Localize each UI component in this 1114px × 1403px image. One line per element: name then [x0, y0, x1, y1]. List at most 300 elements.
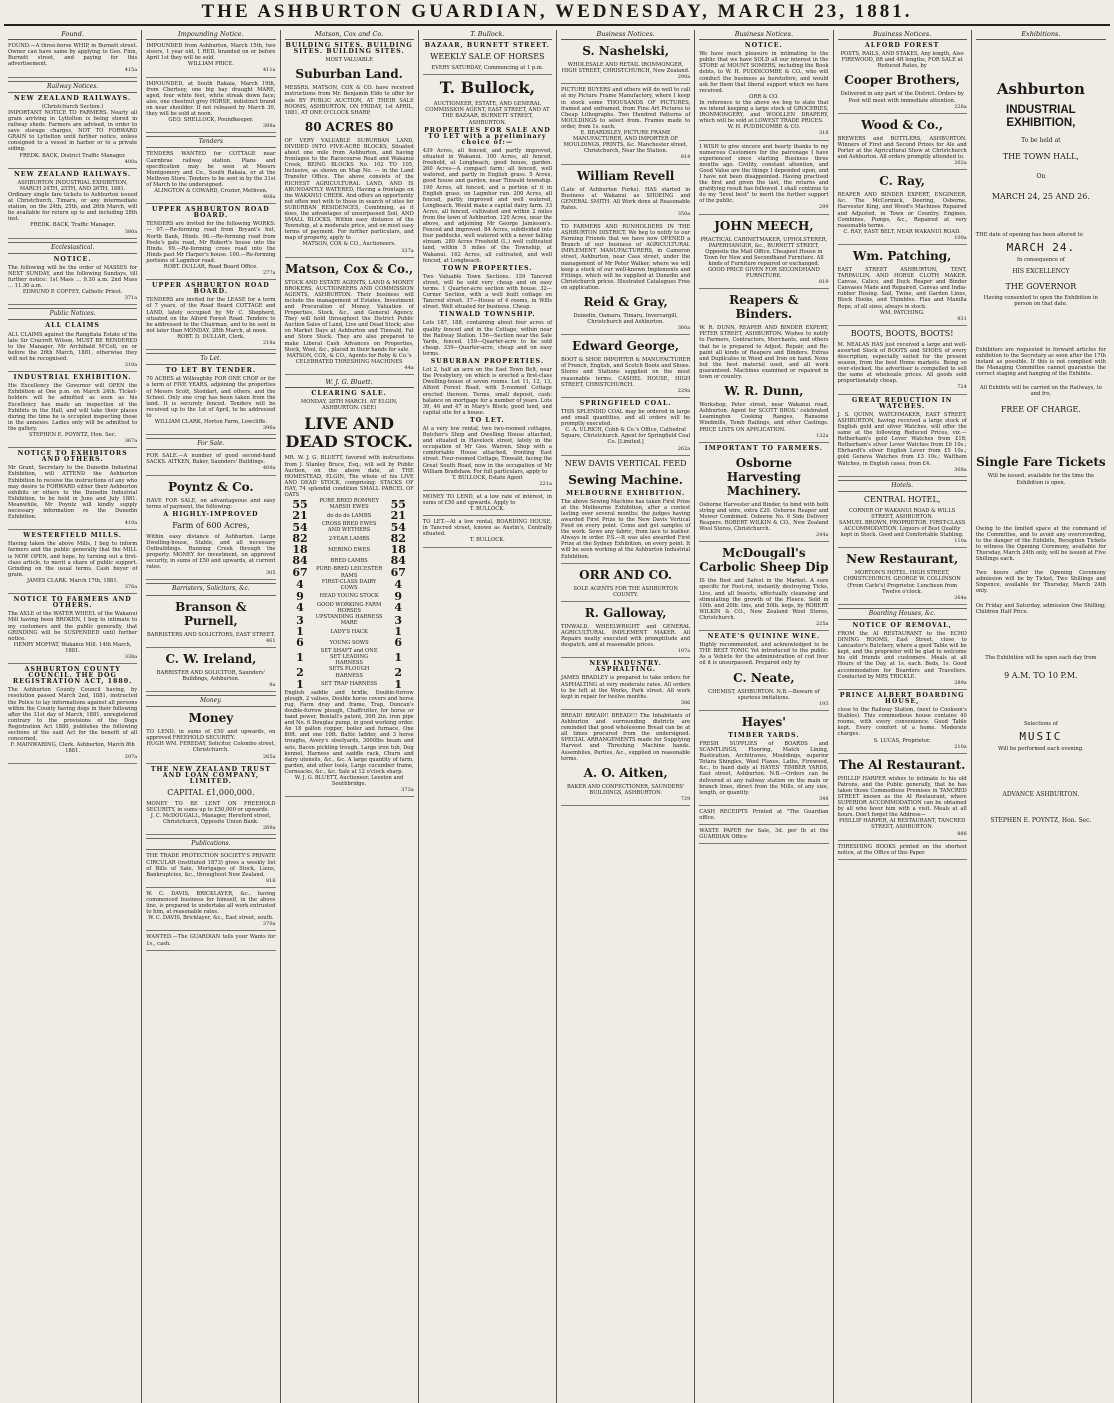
advert-title: Branson & Purnell,: [175, 599, 247, 628]
advert-text: ALL CLAIMS against the Rangitata Estate of the late Sir Cracroft Wilson, MUST BE RENDERED to the Manager, Mr Archibald M'Coll, on or before the 26th March, 1881, otherwise they will not be recognised.: [8, 331, 138, 362]
advert-title: Osborne Harvesting Machinery.: [726, 455, 801, 498]
advert-signature: T. BULLOCK.: [469, 537, 505, 544]
advert-signature: F. MAINWARING, Clerk. Ashburton, March 8th 1881.: [10, 742, 135, 755]
advert-signature: FREDK. BACK, Traffic Manager.: [30, 222, 116, 229]
advert-heading: NOTICE.: [744, 42, 783, 50]
advert: [146, 81, 275, 134]
advert: [561, 339, 690, 398]
advert-text: PHILLIP HARPER wishes to intimate to his old Patrons, and the Public generally, that he has taken those Commodious Premises in TANCRED STREET known as the AI Restaurant, where SUPERIOR ACCOMMODATION can be obtained by all who favor him with a visit. Meals at all hours. Don't forget the Address—: [837, 775, 967, 819]
advert: [561, 169, 690, 221]
advert-signature: MATSON, COX & CO., Auctioneers.: [302, 241, 396, 248]
advert-subtitle: NEW DAVIS VERTICAL FEED: [564, 458, 687, 468]
advert-text: BARRISTER AND SOLICITOR, Saunders' Buildings, Ashburton.: [156, 669, 266, 682]
masthead: THE ASHBURTON GUARDIAN, WEDNESDAY, MARCH 23, 1881.: [4, 0, 1110, 26]
advert-ref: 411a: [262, 67, 276, 74]
advert-subtitle: WEEKLY SALE OF HORSES: [430, 52, 545, 62]
advert-title: Hayes': [741, 714, 786, 729]
advert-text: STOCK AND ESTATE AGENTS, LAND & MONEY BROKERS, AUCTIONEERS AND COMMISSION AGENTS, ASHBURTON. Their business will include the management of Estates, Investment and Procuration of Money, Valuation of Properties, Stock, &c., and General Agency. They will hold throughout the District Public Auction Sales of Land, Live and Dead Stock; also on Market Days at Ashburton and Tinwald, Fat and Store Stock. They are also prepared to make Liberal Cash Advances on Properties, Stock, Wool, &c., placed in their hands for sale.: [284, 279, 414, 353]
advert-signature: PHILLIP HARPER, AI RESTAURANT, TANCRED STREET, ASHBURTON.: [839, 818, 966, 831]
column-4: [419, 30, 557, 1403]
advert-text: BREAD! BREAD!! BREAD!!! The Inhabitants of Ashburton and surrounding districts are reminded that good wholesome Bread can be at all times procured from the undersigned. SPECIAL ARRANGEMENTS made for Supplying Harvest and Threshing Machine hands. Assemblies, Parties, &c., supplied on reasonable terms.: [561, 712, 691, 762]
exhibition-governor: THE GOVERNOR: [1005, 281, 1077, 291]
advert-text: THE TRADE PROTECTION SOCIETY'S PRIVATE CIRCULAR (instituted 1873) gives a weekly list of Bills of Sale, Mortgages of Stock, Liens, Bankruptcies, &c., throughout New Zealand.: [146, 853, 276, 878]
advert-heading: WESTERFIELD MILLS.: [23, 532, 122, 540]
advert-signature: J. C. McDOUGALL, Manager, Hereford street, Christchurch, Opposite Union Bank.: [150, 813, 272, 826]
advert-ref: 100a: [954, 234, 967, 241]
advert-text: AUCTIONEER, ESTATE, AND GENERAL COMMISSION AGENT, EAST STREET, AND AT THE BAZAAR, BURNETT STREET, ASHBURTON.: [425, 101, 550, 126]
advert-text: Having taken the above Mills, I beg to inform farmers and the public generally that the MILL is NOW OPEN, and hope, by turning out a first-class article, to merit a share of public support. Grinding on the usual terms. Cash buyer of grain.: [8, 541, 138, 578]
advert-text: SOLE AGENTS FOR THE ASHBURTON COUNTY.: [573, 585, 678, 598]
stock-count-right: 84: [390, 554, 406, 568]
advert-text: Mr Grant, Secretary to the Dunedin Industrial Exhibition, will ATTEND the Ashburton Exhibition to receive the instructions of any who may desire to FORWARD either their Ashburton exhibits or others to the Dunedin Industrial Exhibition, to be held in June and July 1881. Meanwhile, Mr Poyntz will kindly supply necessary information re the Dunedin Exhibition.: [8, 465, 138, 521]
advert-title: C. W. Ireland,: [165, 651, 257, 666]
exhibition-text: Owing to the limited space at the command of the Committee, and to avoid any overcrowding, to the danger of the Exhibits, Reception Tickets to witness the Opening Ceremony, available for Thursday, March 24th only, will be issued at Five Shillings each.: [975, 525, 1106, 563]
stock-row: [285, 637, 414, 648]
advert: [146, 600, 275, 648]
stock-row: [285, 555, 414, 566]
advert: [146, 891, 275, 932]
advert: [561, 713, 690, 806]
advert-ref: 44a: [404, 364, 414, 371]
advert-title: C. Neate,: [733, 670, 795, 685]
advert-highlight: 80 ACRES 80: [304, 119, 394, 134]
advert-subtitle: MOST VALUABLE: [325, 57, 373, 64]
advert-text: In reference to the above we beg to state that we intend keeping a large stock of GROCERIES, IRONMONGERY, and WOOLLEN DRAPERY, which will be sold at LOWEST TRADE PRICES.: [699, 99, 829, 125]
advert-text: REAPER AND BINDER EXPERT, ENGINEER, &c. The McCormick, Deering, Osborne, Harvester King, and Wood's Machines Repaired and Adjusted, in Town or Country. Engines, Combines, Pumps, &c., Repaired at very reasonable terms.: [837, 192, 967, 229]
column-head: T. Bullock.: [423, 30, 552, 40]
advert-title: Matson, Cox & Co.,: [285, 261, 414, 276]
advert-heading: ALFORD FOREST: [864, 42, 940, 50]
column-2: [142, 30, 280, 1403]
exhibition-subtitle: INDUSTRIAL EXHIBITION,: [1006, 104, 1076, 130]
advert-text: Delivered in any part of the District. Orders by Post will meet with immediate attention.: [840, 91, 964, 104]
column-1: [4, 30, 142, 1403]
stock-row: [285, 602, 414, 614]
advert: [561, 606, 690, 658]
advert-ref: 410a: [124, 520, 138, 527]
section-title: Ecclesiastical.: [8, 242, 137, 254]
advert-signature: Workshop, Peter street, near Wakanui road, Ashburton. Agent for SCOTT BROS.' celebrated Leamington Cooking Ranges, Ransome Windmills, Tomb Railings, and other Castings. PRICE LISTS ON APPLICATION.: [699, 402, 829, 433]
stock-count-left: 21: [292, 509, 308, 523]
advert-signature: ROBT. D. DULLAR, Clerk.: [177, 333, 245, 340]
stock-label: SETS PLOUGH HARNESS: [329, 666, 370, 679]
advert-signature: MATSON, COX, & CO., Agents for Roby & Co.'s CELEBRATED THRESHING MACHINES: [286, 352, 412, 365]
advert-text: TINWALD, WHEELWRIGHT and GENERAL AGRICULTURAL IMPLEMENT MAKER. All Repairs neatly executed with promptitude and despatch, and at reasonable prices.: [561, 623, 691, 649]
stock-count-left: 4: [296, 601, 304, 615]
stock-row: [285, 566, 414, 578]
advert-text: At a very low rental, two two-roomed cottages, Butcher's Shop and Dwelling House attached, and situated in Havelock street, lately in the occupation of Mr Geo. Warren. Shop with a comfortable House attached, fronting East street. Four-roomed Cottage, Tinwald, facing the Great South Road, now in the occupation of Mr William Bradshaw. For full particulars, apply to: [422, 425, 552, 475]
stock-label: CROSS BRED EWES AND WETHERS: [321, 521, 377, 534]
advert-signature: JAMES CLARK. March 17th, 1881.: [26, 577, 119, 584]
advert: [838, 43, 967, 114]
advert-subtitle: Farm of 600 Acres,: [172, 520, 250, 530]
advert: [699, 446, 828, 543]
advert: [561, 87, 690, 164]
advert-text: EVERY SATURDAY, Commencing at 1 p.m.: [431, 65, 544, 72]
advert: [8, 257, 137, 306]
advert-text: WANTED.—The GUARDIAN tells your Wants for 1s., cash.: [146, 934, 276, 947]
advert-ref: 370a: [262, 921, 276, 928]
advert-ref: 371a: [124, 295, 138, 302]
advert-signature: HUGH WM. FEREDAY, Solicitor, Colombo street, Christchurch.: [146, 741, 276, 754]
advert-text: BARRISTERS AND SOLICITORS, EAST STREET.: [146, 631, 275, 638]
advert-text: PRACTICAL CABINETMAKER, UPHOLSTERER, PAPERHANGER, &c., BURNETT STREET, Opposite the Mail Office. Cheapest House in Town for New and Secondhand Furniture. All kinds of Furniture repaired or exchanged. GOOD PRICE GIVEN FOR SECONDHAND FURNITURE.: [700, 236, 828, 280]
exhibition-text: All Exhibits will be carried on the Railways, to and fro,: [979, 385, 1102, 398]
advert-text: I WISH to give sincere and hearty thanks to my numerous Customers for the patronage I have experienced since starting Business three months ago. Civility, constant attention, and Good Value are the things I depended upon, and I have not been disappointed. Having practised the first and given the last, the returns and gratifying result has followed. I shall continue to do my "level best" to merit the further support of the public.: [699, 143, 829, 205]
advert: [561, 224, 690, 335]
stock-row: [285, 648, 414, 666]
stock-count-right: 67: [390, 566, 406, 580]
advert-text: OF VERY VALUABLE SUBURBAN LAND, DIVIDED INTO FIVE-ACRE BLOCKS, Situated about one mile from Ashburton, and having frontages to the Racecourse Road and Wakanui Creek, BEING BLOCKS No. 102 TO 105, Inclusive, as shown on Map No. — in the Land Transfer Office. The above consists of the RICHEST AGRICULTURAL LAND, AND IS ABUNDANTLY WATERED, Having a frontage on the WAKANUI CREEK. And offers an opportunity not often met with to those in search of sites for SUBURBAN RESIDENCES, Combining, as it does, the advantages of unsurpassed Soil, AND SMALL BLOCKS, Within easy distance of the Township, at a moderate price, and on most easy terms of payment. For further particulars, and map of property, apply to: [284, 137, 414, 242]
advert-text: TO LEND, in sums of £50 and upwards, on approved FREEHOLD SECURITY.: [146, 729, 276, 742]
advert-heading: NEATE'S QUININE WINE.: [707, 633, 821, 641]
advert-title: T. Bullock,: [439, 78, 536, 98]
stock-row: [285, 591, 414, 602]
stock-count-right: 55: [390, 497, 406, 511]
advert-text: J. S. QUINN, WATCHMAKER, EAST STREET, ASHBURTON, having received a large stock of English gold and silver Watches, will offer the same at the following Reduced Prices, viz.—Rotherham's gold Lever Watches from £18; Rotherham's silver Lever Watches from £6 10s.; Ehrhardt's silver English Lever from £5 10s.; gold Geneva Watches from £3 10s.; Waltham Watches, in English cases, from £4.: [837, 411, 967, 467]
advert-text: W. R. DUNN, REAPER AND BINDER EXPERT, PETER STREET, ASHBURTON. Wishes to notify to Farmers, Contractors, Merchants, and others that he is prepared to Adjust, Repair, and Re-paint all kinds of Reapers and Binders. Extras and Duplicates in Wood and Iron on hand. None but the best material used, and all work guaranteed. Machines examined or repaired in town or country.: [699, 325, 829, 381]
advert-ref: 373a: [401, 787, 414, 794]
stock-count-right: 1: [394, 677, 403, 691]
advert-heading: GREAT REDUCTION IN WATCHES.: [851, 396, 953, 410]
advert-text: POSTS, RAILS, AND STAKES, Any length, Also FIREWOOD, 8ft and 4ft lengths, FOR SALE at Reduced Rates, by: [840, 51, 964, 70]
stock-row: [285, 510, 414, 521]
advert: [838, 398, 967, 477]
stock-count-right: 54: [390, 520, 406, 534]
advert-ref: 338a: [124, 653, 138, 660]
advert-heading: THE NEW ZEALAND TRUST AND LOAN COMPANY, LIMITED.: [150, 765, 271, 785]
advert-text: His Excellency the Governor will OPEN the Exhibition at One p.m. on March 24th. Ticket-holders will be admitted as soon as his Excellency has made an inspection of the Exhibits in the Hall, and will take their places during the time he is occupied inspecting those in the annexes. Ladies only will be admitted to the gallery.: [8, 383, 138, 432]
advert-ref: 376a: [124, 584, 138, 591]
advert-title: Cooper Brothers,: [844, 73, 960, 88]
advert-text: 70 ACRES at Willoughby FOR ONE CROP or for a term of FIVE YEARS, adjoining the properties of Messrs Scott, Stoddart, and others, and the School. Only one crop has been taken from the land. It is securely fenced. Tenders will be received up to the 1st of April, to be addressed to: [146, 376, 276, 419]
section-title: Money.: [146, 695, 275, 707]
advert-title: Wood & Co.,: [861, 117, 944, 132]
advert-heading: NOTICE TO FARMERS AND OTHERS.: [13, 596, 132, 610]
advert-heading: MELBOURNE EXHIBITION.: [566, 489, 686, 497]
advert: [838, 249, 967, 326]
exhibition-text: To be held at: [1021, 137, 1061, 145]
column-5: [557, 30, 695, 1403]
exhibition-motto: ADVANCE ASHBURTON.: [1002, 791, 1080, 798]
advert: [561, 568, 690, 602]
advert: [423, 79, 552, 491]
advert-text: CORNER OF WAKANUI ROAD & WILLS STREET, ASHBURTON.: [849, 507, 956, 520]
column-head: Found.: [8, 30, 137, 40]
advert-text: FROM the AI RESTAURANT to the ECHO DINING ROOMS, East Street, close to Lancaster's Butchery, where a good Table will be kept, and the proprietor will be glad to welcome his old friends and customers. Meals at all Hours of the Day, at 1s. each. Beds, 1s. Good accommodation for Boarders and Travellers. Conducted by MRS TRICKLE.: [837, 631, 967, 680]
stock-label: MERINO EWES: [328, 546, 371, 553]
advert-text: FRESH SUPPLIES of BOARDS and SCANTLINGS, Flooring, Match Lining, Rustication, Architraves, Mouldings, superior Totara Shingles, Wool Flaxes, Laths, Firewood, &c., to hand daily at HAYES' TIMBER YARDS, East street, Ashburton. N.B.—Orders can be delivered at any railway station on the main or branch lines, direct from the Mills, of any size, length, or quantity.: [699, 740, 829, 796]
advert: [838, 623, 967, 690]
advert-title: Wm. Patching,: [852, 248, 952, 263]
advert-ref: 886: [957, 830, 967, 837]
advert-text: PICTURE BUYERS and others will do well to call at my Picture Frame Manufactory, where I keep in stock some THOUSANDS OF PICTURES, framed and unframed, from Fine Art Pictures to Cheap Lithographs. Two Hundred Patterns of MOULDINGS to select from. Frames made to order, from 1s. each.: [561, 87, 691, 130]
column-subhead: W. J. G. Bluett.: [285, 378, 414, 388]
stock-count-left: 4: [296, 578, 304, 592]
advert: [423, 43, 552, 75]
advert-signature: BAKER AND CONFECTIONER, SAUNDERS' BUILDINGS, ASHBURTON.: [566, 783, 685, 796]
exhibition-text: On Friday and Saturday, admission One Shilling; Children Half Price.: [975, 602, 1106, 615]
advert-ref: 221a: [539, 480, 552, 487]
advert-text: FOR SALE.—A number of good second-hand SACKS. AITKEN, Baker, Saunders' Buildings.: [146, 453, 276, 466]
advert: [699, 219, 828, 290]
advert-heading: UPPER ASHBURTON ROAD BOARD.: [152, 206, 270, 220]
advert-title: LIVE AND DEAD STOCK.: [285, 414, 413, 452]
advert-ref: 265a: [262, 753, 276, 760]
stock-label: SET SHAFT and ONE SET LEADING HARNESS: [320, 648, 378, 667]
advert-text: Within easy distance of Ashburton. Large Dwelling-house, Stable, and all necessary Outbuildings. Running Creek through the property. MONEY for investment, on approved security, in sums of £50 and upwards, at current rates.: [146, 533, 276, 571]
advert: [699, 144, 828, 215]
advert-text: Lots 187, 188, containing about four acres of quality fenced and in the Cottage, within near the Railway Station. 156—Section near the Sale Yards, fenced. 159—Quarter-acre to be sold cheap. 339—Quarter-acre, cheap and on easy terms.: [422, 320, 552, 357]
advert: [146, 934, 275, 950]
advert-heading: ASHBURTON COUNTY COUNCIL. THE DOG REGISTRATION ACT, 1880.: [12, 666, 133, 686]
advert-heading: ALL CLAIMS: [45, 322, 100, 330]
advert-text: Two Valuable Town Sections. 159 Tancred street, will be sold very cheap and on easy terms. 1 Quarter-acre section with house. 32—Corner Section, with a well built cottage on Tancred street. 37—House of 4 rooms, in Wills street. Well situated for business. Cheap.: [422, 273, 552, 311]
advert-ref: 816: [265, 877, 276, 884]
advert-signature: C. RAY, EAST BELT, NEAR WAKANUI ROAD.: [843, 228, 961, 235]
advert-text: (Late of Ashburton Forks). HAS started in Business at Wakanui as SHOEING and GENERAL SMITH. All Work done at Reasonable Rates.: [561, 186, 691, 211]
stock-count-left: 84: [292, 554, 308, 568]
advert: [8, 375, 137, 448]
advert-text: W. C. DAVIS, BRICKLAYER, &c., having commenced business for himself, in the above line, is prepared to undertake all work entrusted to him, at reasonable rates.: [146, 890, 276, 916]
advert-text: The AXLE of the WATER WHEEL of the Wakanui Mill having been BROKEN, I beg to intimate to my customers and the public generally, that GRINDING will be SUSPENDED until further notice.: [8, 611, 138, 642]
advert-title: Reapers & Binders.: [729, 293, 799, 322]
stock-count-right: 2: [394, 666, 403, 680]
advert-text: 439 Acres, all fenced, and partly improved, situated in Wakanui. 100 Acres, all fenced, freehold, at Longbeach, good house, garden. 260 Acres—A compact farm; all fenced, well watered, and partly in English grass. 5 Acres, good house and garden, near Tinwald township. 190 Acres, all fenced, and a portion of it in English grass, on Lagmhor run. 200 Acres, all fenced, partly improved and well watered, Longbeach. Would make a capital dairy farm. 33 Acres, all fenced, cultivated and within 2 miles from the town of Ashburton. 120 Acres, near the above, and adjoining Mr George Jamieson's. Fenced and improved. 84 Acres, subdivided into four paddocks, well watered with a never failing stream. 289 Acres Freehold (L.) well cultivated land, within 5 miles of the Township, at Wakanui. 162 Acres, all cultivated, and well fenced, at Longbeach.: [422, 147, 552, 264]
exhibition-text: HIS EXCELLENCY: [1012, 268, 1070, 276]
exhibition-text: THE date of opening has been altered to: [975, 232, 1083, 239]
advert: [423, 494, 552, 516]
advert-title: Poyntz & Co.: [168, 479, 254, 494]
section-title: Publications.: [146, 838, 275, 850]
advert-heading: NOTICE TO EXHIBITORS AND OTHERS.: [17, 450, 128, 464]
advert-title: William Revell: [576, 168, 675, 183]
stock-label: HEAD YOUNG STOCK: [319, 593, 379, 600]
advert-text: BREWERS and BOTTLERS, ASHBURTON. Winners of First and Second Prizes for Ale and Porter at the Agricultural Show at Christchurch and Ashburton. All orders promptly attended to.: [837, 135, 967, 161]
advert-heading: NOTICE OF REMOVAL,: [852, 621, 952, 629]
advert-title: R. Galloway,: [584, 605, 667, 620]
advert: [146, 207, 275, 280]
advert-title: The Al Restaurant.: [838, 757, 966, 772]
advert-text: close to the Railway Station, (next to Cookson's Stables). This commodious house contains 40 rooms, with every convenience. Good Table kept. Every comfort of a home. Moderate charges.: [837, 707, 967, 738]
advert: [838, 174, 967, 245]
advert: [699, 634, 828, 711]
advert-text: TENDERS are invited for the LEASE for a term of 7 years, of the Road Board COTTAGE and LAND, lately occupied by Mr C. Shepherd, situated on the Alford Forest Road. Tenders to be addressed to the Chairman, and to be sent in not later than MONDAY, 28th March, at noon.: [146, 297, 276, 334]
advert-ref: 277a: [262, 270, 276, 277]
column-head: Business Notices.: [561, 30, 690, 40]
stock-count-left: 54: [292, 520, 308, 534]
advert: [699, 809, 828, 825]
stock-count-left: 6: [296, 636, 304, 650]
columns: [4, 30, 1110, 1403]
advert-ref: 218a: [262, 340, 276, 347]
stock-label: LADY'S HACK: [330, 628, 368, 635]
advert: [285, 262, 414, 375]
section-title: Boarding Houses, &c.: [838, 608, 967, 620]
exhibition-text: On: [1036, 173, 1046, 181]
advert-ref: 360a: [677, 325, 691, 332]
advert-subheading: ASHBURTON INDUSTRIAL EXHIBITION, MARCH 24TH, 25TH, AND 26TH, 1881.: [17, 179, 128, 192]
advert: [699, 293, 828, 442]
stock-count-right: 82: [390, 532, 406, 546]
stock-count-left: 2: [296, 666, 304, 680]
exhibition-music: MUSIC: [1019, 729, 1063, 743]
advert-ref: 386: [680, 699, 691, 706]
stock-label: PURE-BRED LEICESTER RAMS: [315, 566, 383, 579]
advert-signature: WILLIAM PRICE.: [187, 61, 234, 68]
advert-signature: ORR & CO.: [749, 93, 779, 100]
exhibition-text: Will be performed each evening.: [998, 745, 1084, 752]
stock-label: GOOD WORKING FARM HORSES: [316, 601, 382, 614]
advert-title: C. Ray,: [879, 174, 925, 189]
section-title: Barristers, Solicitors, &c.: [146, 583, 275, 595]
column-8: [972, 30, 1110, 1403]
advert-signature: SAMUEL BROWN, PROPRIETOR. FIRST-CLASS ACCOMMODATION. Liquors of Best Quality kept in Stock. Good and Comfortable Stabling.: [838, 519, 966, 539]
advert: [699, 546, 828, 631]
advert-title: Edward George,: [572, 339, 680, 354]
advert-ref: 408a: [262, 194, 276, 201]
advert-heading: NEW ZEALAND RAILWAYS.: [14, 94, 132, 102]
advert-ref: 724: [957, 384, 967, 391]
column-head: Matson, Cox and Co.: [285, 30, 414, 40]
advert-title: JOHN MEECH,: [714, 218, 814, 233]
advert-ref: 398a: [262, 123, 276, 130]
advert: [8, 96, 137, 169]
exhibition-tickets: Single Fare Tickets: [976, 455, 1106, 470]
advert-text: MONEY TO BE LENT ON FREEHOLD SECURITY, in sums up to £50,000 or upwards.: [146, 800, 276, 813]
column-head: Impounding Notice.: [146, 30, 275, 40]
advert-text: The above Sewing Machine has taken First Prize at the Melbourne Exhibition, after a contest lasting over several months; the judges having awarded First Prize to the New Davis Vertical Feed on every point. Come and get samples of the work. Sews any fabric, from lace to leather. Always in order. P.S.—It was also awarded First Prize at the Sydney Exhibition, on every point. It will be seen working at the Ashburton Industrial Exhibition.: [561, 498, 691, 560]
advert: [838, 758, 967, 841]
advert-signature: ALINGTON & COWARD, Crozier, Methven.: [154, 187, 268, 194]
column-6: [695, 30, 833, 1403]
stock-row: [285, 679, 414, 690]
exhibition-text: In consequence of: [1016, 257, 1065, 264]
section-title: For Sale.: [146, 438, 275, 450]
advert-title: S. Nashelski,: [582, 44, 670, 59]
advert-heading: TINWALD TOWNSHIP.: [439, 311, 536, 319]
stock-count-right: 9: [394, 589, 403, 603]
advert-text: WHOLESALE AND RETAIL IRONMONGER, HIGH STREET, CHRISTCHURCH, New Zealand.: [561, 62, 690, 75]
exhibition-title: Ashburton: [996, 80, 1085, 99]
stock-count-right: 21: [390, 509, 406, 523]
advert: [146, 480, 275, 581]
advert-ref: 308a: [954, 466, 967, 473]
column-head: Business Notices.: [838, 30, 967, 40]
advert-ref: 244a: [815, 532, 829, 539]
advert-ref: 225a: [815, 621, 829, 627]
advert-signature: C. A. ULRICH, Cobb & Co.'s Office, Cathedral Square, Christchurch. Agent for Springfield Coal Co. [Limited.]: [561, 427, 691, 446]
column-3: [281, 30, 419, 1403]
advert: [8, 667, 137, 764]
exhibition-text: The Exhibition will be open each day from: [985, 654, 1097, 661]
advert-heading: TOWN PROPERTIES.: [442, 264, 533, 272]
advert-text: MORTON'S HOTEL. HIGH STREET, CHRISTCHURCH. GEORGE W. COLLINSON (From Carle's) Proprietor. Luncheon from Twelve o'clock.: [843, 570, 961, 595]
advert-text: Ordinary single fare tickets to Ashburton issued at Christchurch, Timaru, or any intermediate station, on the 24th, 25th, and 26th March, will be available for return up to and including 28th inst.: [8, 191, 138, 223]
advert-title: Money: [188, 711, 234, 726]
stock-count-left: 55: [292, 497, 308, 511]
advert: [838, 552, 967, 604]
advert-signature: WM. PATCHING.: [879, 309, 925, 316]
advert-signature: T. BULLOCK, Estate Agent: [452, 474, 523, 481]
stock-label: SET TRAP HARNESS: [321, 681, 378, 688]
advert-text: EAST STREET ASHBURTON, TENT, TARPAULIN, AND HORSE CLOTH MAKER. Canvas, Calico, and Duck Reaper and Binder Canvases Made and Repaired. Canvas and India-rubber Hosing. Sail, Twine, and Garden Lines, Block Hooks, and Thimbles. Flax and Manilla Rope, of all sizes, always in stock.: [837, 266, 967, 310]
stock-count-right: 4: [394, 601, 403, 615]
advert-text: TENDERS WANTED for COTTAGE near Cairnbrae railway station. Plans and specification may be seen at Messrs Montgomery and Co., South Rakaia, or at the Methven Store. Tenders to be sent in by the 31st of March to the undersigned.: [146, 151, 276, 188]
advert-text: M. NEALAS HAS just received a large and well-assorted Stock of BOOTS and SHOES of every description, especially suited for the present season, from the best Home markets. Being so over-stocked, the advertiser is compelled to sell the same at wholesale prices. All goods sold proportionately cheap.: [837, 341, 967, 385]
advert-text: IMPOUNDED from Ashburton, March 15th, two steers, 1 year old, 1 RED, branded on or before April 1st they will be sold.: [146, 43, 276, 62]
advert: [423, 519, 552, 547]
stock-count-left: 9: [296, 589, 304, 603]
advert: [8, 533, 137, 594]
advert-ref: 350a: [677, 210, 691, 217]
advert: [838, 329, 967, 395]
exhibition-text: Having consented to open the Exhibition in person on that date.: [983, 294, 1098, 307]
stock-count-left: 1: [296, 625, 304, 639]
advert-ref: 396a: [262, 425, 276, 432]
advert: [146, 853, 275, 887]
stock-count-left: 1: [296, 650, 304, 664]
advert-ref: 193: [818, 700, 829, 707]
advert-text: The following will be the order of MASSES for NEXT SUNDAY, and the following Sundays, till further notice: 1st Mass ... 9.30 a.m. 2nd Mass ... 11.30 a.m.: [8, 264, 138, 290]
advert-heading: NOTICE.: [53, 255, 92, 263]
advert-signature: HENRY MOFFAT, Wakanui Mill. 14th March, 1881.: [13, 641, 132, 654]
exhibition-text: Two hours after the Opening Ceremony admission will be by Ticket, Two Shillings and Sixpence, available for Thursday, March 24th only.: [975, 570, 1106, 595]
advert-ref: 814: [680, 154, 691, 161]
advert-heading: NEW ZEALAND RAILWAYS.: [14, 170, 132, 178]
advert-heading: NEW INDUSTRY. ASPHALTING.: [589, 660, 662, 674]
advert-signature: WILLIAM CLARK, Horton Farm, Lowcliffe.: [154, 418, 267, 425]
advert-title: ORR AND CO.: [579, 567, 673, 582]
section-title: To Let.: [146, 353, 275, 365]
stock-count-right: 18: [390, 543, 406, 557]
advert-ref: 299: [818, 204, 829, 211]
stock-count-left: 1: [296, 677, 304, 691]
advert-signature: W. C. DAVIS, Bricklayer, &c., East street, south.: [148, 915, 274, 922]
advert: [146, 283, 275, 350]
advert-text: WASTE PAPER for Sale, 3d. per lb at the GUARDIAN Office: [699, 828, 829, 841]
advert-ref: 202a: [954, 160, 967, 167]
advert-text: Lot 2, half an acre on the East Town Belt, near the Presbytery, on which is erected a first-class Dwelling-house of seven rooms. Lot 11, 12, 13, Alford Forest Road, with 5-roomed Cottage erected thereon. Terms, small deposit, cash: balance on mortgage for a number of years. Lots 39, 46 and 47 in Mary's Block; good land, and capital site for a house.: [422, 367, 552, 416]
advert: [699, 715, 828, 806]
advert-heading: INDUSTRIAL EXHIBITION.: [13, 374, 132, 382]
advert-heading: BAZAAR, BURNETT STREET.: [424, 42, 550, 50]
advert-ref: 729: [680, 795, 691, 802]
advert-heading: TO LET BY TENDER.: [165, 367, 257, 375]
column-7: [834, 30, 972, 1403]
advert-ref: 400a: [124, 158, 138, 165]
stock-label: do do do LAMBS: [327, 512, 372, 519]
advert-title: CENTRAL HOTEL,: [863, 494, 941, 504]
advert-text: IMPORTANT NOTICE TO FARMERS. Nearly all grain arriving in Lyttelton is being stored in railway sheds. Farmers are advised, in order to save storage charges, NOT TO FORWARD GRAIN to Lyttelton until further notice, unless consigned to a vessel in harbor or to a private siding.: [8, 109, 138, 153]
advert: [699, 43, 828, 140]
stock-label: 2-YEAR LAMBS: [328, 535, 370, 542]
stock-count-right: 1: [394, 650, 403, 664]
advert-heading: IMPORTANT TO FARMERS.: [704, 444, 823, 452]
exhibition-signature: STEPHEN E. POYNTZ, Hon. Sec.: [990, 817, 1092, 825]
advert-heading: BOOTS, BOOTS, BOOTS!: [850, 328, 954, 338]
advert-title: Reid & Gray,: [583, 295, 668, 309]
advert-signature: S. LUCAS, Proprietor.: [873, 737, 931, 744]
advert-ref: 380a: [124, 228, 138, 235]
advert: [8, 597, 137, 664]
stock-table: [285, 498, 414, 690]
advert: [838, 844, 967, 860]
advert-ref: 264a: [954, 594, 967, 601]
stock-count-left: 3: [296, 613, 304, 627]
advert: [285, 43, 414, 258]
advert-text: We have much pleasure in intimating to the public that we have SOLD all our interest in the STORE at MOUNT SOMERS, including the Book debts, to W. H. PUDDICOMBE & CO., who will conduct the business as heretofore, and would ask for them that liberal support which we have received.: [699, 51, 829, 94]
